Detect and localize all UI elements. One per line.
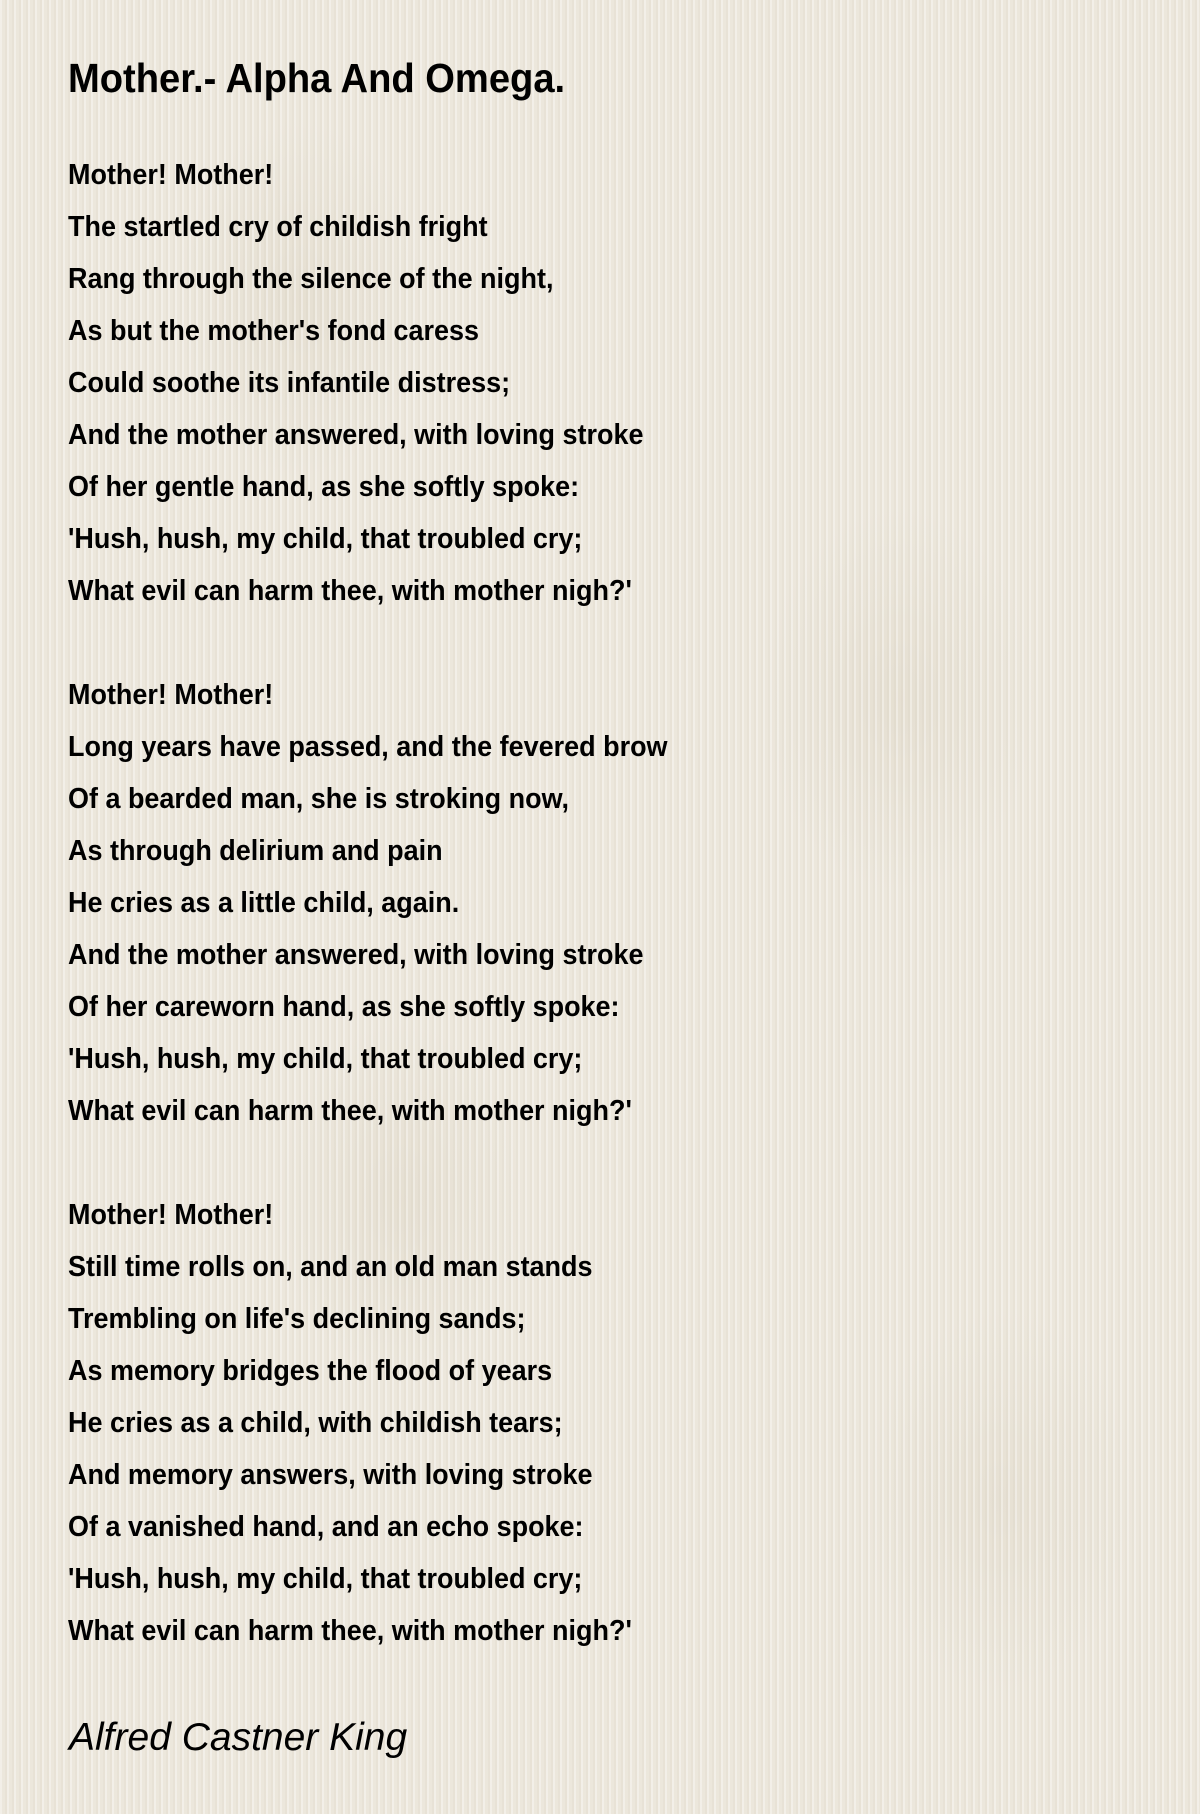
poem-title: Mother.- Alpha And Omega.: [68, 55, 566, 101]
stanza-3: [68, 1189, 674, 1657]
poem-line: Trembling on life's declining sands;: [68, 1303, 526, 1335]
stanza-2: [68, 669, 713, 1137]
poem-line: And the mother answered, with loving stroke: [68, 419, 644, 451]
poem-line: As memory bridges the flood of years: [68, 1355, 553, 1387]
poem-line: The startled cry of childish fright: [68, 211, 488, 243]
poem-line: 'Hush, hush, my child, that troubled cry;: [68, 1563, 583, 1595]
poem-line: Rang through the silence of the night,: [68, 263, 554, 295]
poem-line: What evil can harm thee, with mother nigh?': [68, 1095, 632, 1127]
poem-author: Alfred Castner King: [69, 1716, 408, 1759]
poem-line: As but the mother's fond caress: [68, 315, 480, 347]
poem-line: Mother! Mother!: [68, 679, 274, 711]
poem-line: He cries as a child, with childish tears;: [68, 1407, 563, 1439]
poem-line: Mother! Mother!: [68, 159, 274, 191]
poem-line: Still time rolls on, and an old man stands: [68, 1251, 593, 1283]
poem-line: Could soothe its infantile distress;: [68, 367, 511, 399]
stanza-1: [68, 149, 687, 617]
poem-line: And the mother answered, with loving stroke: [68, 939, 644, 971]
poem-line: Of a bearded man, she is stroking now,: [68, 783, 570, 815]
poem-line: As through delirium and pain: [68, 835, 443, 867]
poem-line: He cries as a little child, again.: [68, 887, 460, 919]
poem-line: Of a vanished hand, and an echo spoke:: [68, 1511, 584, 1543]
poem-line: 'Hush, hush, my child, that troubled cry;: [68, 1043, 583, 1075]
poem-line: What evil can harm thee, with mother nigh?': [68, 575, 632, 607]
poem-line: Of her careworn hand, as she softly spoke:: [68, 991, 620, 1023]
poem-line: Of her gentle hand, as she softly spoke:: [68, 471, 580, 503]
poem-line: 'Hush, hush, my child, that troubled cry;: [68, 523, 583, 555]
poem-line: Mother! Mother!: [68, 1199, 274, 1231]
poem-line: What evil can harm thee, with mother nigh?': [68, 1615, 632, 1647]
poem-line: Long years have passed, and the fevered brow: [68, 731, 668, 763]
poem-line: And memory answers, with loving stroke: [68, 1459, 593, 1491]
